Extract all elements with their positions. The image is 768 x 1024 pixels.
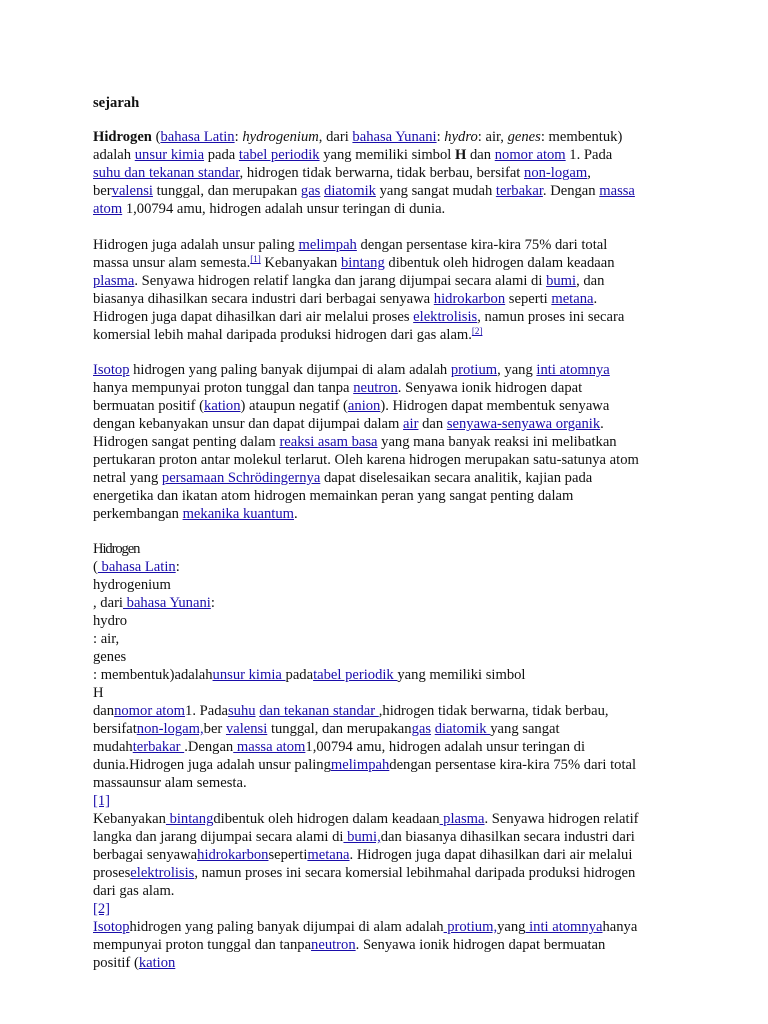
italic-text: hydro [444,129,478,145]
text-line [93,720,693,738]
wiki-link[interactable]: Isotop [93,919,130,935]
text-span: langka dan jarang dijumpai secara alami di [93,829,344,845]
text-span: , yang [497,362,537,378]
text-span: dibentuk oleh hidrogen dalam keadaan [384,255,615,271]
wiki-link[interactable]: anion [347,398,381,414]
text-line [93,433,693,451]
text-line [93,200,693,218]
text-span: dapat diselesaikan secara analitik, kajian pada [320,470,593,486]
text-span: , dari [93,595,123,611]
text-span: : membentuk) [540,129,623,145]
text-line [93,882,693,900]
text-span: yang sangat [490,721,560,737]
text-line [93,128,693,146]
text-line [93,272,693,290]
wiki-link[interactable]: unsur kimia [134,147,205,163]
text-line [93,308,693,326]
wiki-link[interactable]: tabel periodik [238,147,320,163]
wiki-link[interactable]: hidrokarbon [433,291,506,307]
text-span: massaunsur alam semesta. [93,775,247,791]
text-span: : [210,595,215,611]
text-span: yang sangat mudah [375,183,496,199]
wiki-link[interactable]: metana [551,291,594,307]
text-line [93,415,693,433]
text-span: , dari [318,129,353,145]
text-line [93,666,693,684]
text-span: . [294,506,298,522]
wiki-link[interactable]: suhu dan tekanan standar [93,165,240,181]
text-span: seperti [505,291,552,307]
text-line [93,487,693,505]
text-span: dari gas alam. [93,883,175,899]
text-line [93,397,693,415]
text-span: hydrogenium [93,577,171,593]
text-line [93,146,693,164]
paragraph-abundance [93,236,693,344]
text-line [93,469,693,487]
text-span: ( [93,559,98,575]
text-line [93,774,693,792]
wiki-link[interactable]: gas [300,183,321,199]
text-span: : air, [477,129,508,145]
wiki-link[interactable]: bahasa Yunani [352,129,437,145]
footnote-link[interactable]: [1] [250,254,261,264]
wiki-link[interactable]: hidrokarbon [197,847,269,863]
text-span: 1,00794 amu, hidrogen adalah unsur teringan di [305,739,586,755]
text-span: ) ataupun negatif ( [240,398,348,414]
text-span: : [175,559,180,575]
text-line [93,846,693,864]
text-span: , dan [576,273,605,289]
text-span: dibentuk oleh hidrogen dalam keadaan [213,811,440,827]
text-span: 1. Pada [185,703,228,719]
text-span: hydro [93,613,128,629]
text-span: hidrogen yang paling banyak dijumpai di alam adalah [129,362,451,378]
wiki-link[interactable]: massa atom [233,739,306,755]
text-span: Kebanyakan [93,811,166,827]
text-span: yang [497,919,526,935]
text-span: ber [93,183,112,199]
text-span: bermuatan positif ( [93,398,205,414]
text-span: . Senyawa hidrogen relatif [484,811,639,827]
text-span: H [93,685,104,701]
wiki-link[interactable]: inti atomnya [525,919,603,935]
text-span: dan biasanya dihasilkan secara industri dari [380,829,635,845]
text-line [93,792,693,810]
text-span: . Senyawa ionik hidrogen dapat bermuatan [355,937,606,953]
text-line [93,936,693,954]
text-line [93,828,693,846]
italic-text: hydrogenium [242,129,319,145]
wiki-link[interactable]: kation [138,955,176,971]
text-line [93,594,693,612]
text-line [93,164,693,182]
text-span: . [593,291,598,307]
text-line [93,756,693,774]
wiki-link[interactable]: non-logam [524,165,588,181]
text-span: , namun proses ini secara [477,309,625,325]
wiki-link[interactable]: tabel periodik [313,667,398,683]
wiki-link[interactable]: nomor atom [494,147,566,163]
text-line [93,576,693,594]
wiki-link[interactable]: persamaan Schrödingernya [161,470,321,486]
text-line [93,630,693,648]
wiki-link[interactable]: bumi [546,273,577,289]
text-span: ,hidrogen tidak berwarna, tidak berbau, [378,703,609,719]
text-line [93,326,693,344]
wiki-link[interactable]: neutron [311,937,356,953]
text-span: hanya [602,919,638,935]
text-span: seperti [268,847,308,863]
text-line [93,612,693,630]
text-span: dan [418,416,447,432]
text-line [93,954,693,972]
text-span: netral yang [93,470,162,486]
wiki-link[interactable]: gas [411,721,432,737]
text-span: . Dengan [542,183,600,199]
text-span: , namun proses ini secara komersial lebihmahal daripada produksi hidrogen [194,865,636,881]
text-span: mudah [93,739,133,755]
text-span: . Senyawa ionik hidrogen dapat [397,380,583,396]
wiki-link[interactable]: metana [307,847,350,863]
text-span: hanya mempunyai proton tunggal dan tanpa [93,380,354,396]
text-span: , [587,165,591,181]
text-span: positif ( [93,955,139,971]
text-line [93,505,693,523]
wiki-link[interactable]: diatomik [324,183,376,199]
text-span: dengan kebanyakan unsur dan dapat dijumpai dalam [93,416,404,432]
text-line [93,361,693,379]
text-span: .Dengan [184,739,234,755]
wiki-link[interactable]: protium [450,362,498,378]
wiki-link[interactable]: reaksi asam basa [279,434,378,450]
text-span: perkembangan [93,506,183,522]
wiki-link[interactable]: bintang [165,811,214,827]
wiki-link[interactable]: bumi, [343,829,381,845]
wiki-link[interactable]: melimpah [330,757,390,773]
wiki-link[interactable]: [1] [93,793,111,809]
wiki-link[interactable]: Isotop [93,362,130,378]
text-span: dengan persentase kira-kira 75% dari total [389,757,637,773]
text-line [93,738,693,756]
text-span: . Senyawa hidrogen relatif langka dan jarang dijumpai secara alami di [134,273,547,289]
text-line [93,558,693,576]
text-span: : air, [93,631,120,647]
text-line [93,810,693,828]
text-line [93,290,693,308]
wiki-link[interactable]: bahasa Latin [97,559,176,575]
repeated-text-block [93,540,693,972]
text-span: Hidrogen sangat penting dalam [93,434,280,450]
text-span: 1. Pada [565,147,613,163]
text-span: yang memiliki simbol [319,147,455,163]
wiki-link[interactable]: unsur kimia [212,667,286,683]
wiki-link[interactable]: air [403,416,419,432]
text-span: : [436,129,445,145]
text-span: hidrogen yang paling banyak dijumpai di alam adalah [129,919,444,935]
wiki-link[interactable]: elektrolisis [413,309,478,325]
text-line [93,182,693,200]
wiki-link[interactable]: non-logam, [136,721,204,737]
text-span: . [600,416,604,432]
text-line [93,451,693,469]
text-span: genes [93,649,127,665]
text-span: pada [204,147,239,163]
wiki-link[interactable]: plasma [439,811,485,827]
wiki-link[interactable]: valensi [111,183,153,199]
text-span: berbagai senyawa [93,847,198,863]
text-span: Kebanyakan [260,255,341,271]
wiki-link[interactable]: diatomik [434,721,491,737]
text-span: proses [93,865,131,881]
wiki-link[interactable]: senyawa-senyawa organik [446,416,601,432]
text-span: dunia.Hidrogen juga adalah unsur paling [93,757,331,773]
text-line [93,684,693,702]
heading-text: sejarah [93,95,140,111]
wiki-link[interactable]: massa [599,183,635,199]
wiki-link[interactable]: plasma [93,273,135,289]
text-span: ber [203,721,226,737]
text-span: Hidrogen juga dapat dihasilkan dari air melalui proses [93,309,414,325]
text-span: 1,00794 amu, hidrogen adalah unsur teringan di dunia. [122,201,446,217]
text-line [93,702,693,720]
text-span: dan [466,147,495,163]
text-span: ). Hidrogen dapat membentuk senyawa [380,398,610,414]
text-span: : [234,129,243,145]
italic-text: genes [507,129,541,145]
paragraph-isotope [93,361,693,523]
text-span: tunggal, dan merupakan [152,183,301,199]
text-span: komersial lebih mahal daripada produksi hidrogen dari gas alam. [93,327,472,343]
footnote-link[interactable]: [2] [471,326,483,336]
wiki-link[interactable]: valensi [225,721,268,737]
text-span: ( [151,129,161,145]
wiki-link[interactable]: mekanika kuantum [182,506,295,522]
text-line [93,648,693,666]
text-line [93,540,693,558]
text-line [93,900,693,918]
wiki-link[interactable]: terbakar [132,739,185,755]
text-span: energetika dan ikatan atom hidrogen memainkan peran yang sangat penting dalam [93,488,574,504]
text-span: yang mana banyak reaksi ini melibatkan [377,434,617,450]
text-span: . Hidrogen juga dapat dihasilkan dari air melalui [349,847,633,863]
text-line [93,864,693,882]
text-line [93,379,693,397]
text-span: mempunyai proton tunggal dan tanpa [93,937,312,953]
wiki-link[interactable]: dan tekanan standar [259,703,379,719]
paragraph-intro [93,128,693,218]
condensed-text: Hidrogen [93,541,140,557]
text-span: Hidrogen juga adalah unsur paling [93,237,299,253]
wiki-link[interactable]: elektrolisis [130,865,195,881]
section-heading [93,94,693,112]
bold-text: Hidrogen [93,129,152,145]
text-span: , hidrogen tidak berwarna, tidak berbau, bersifat [239,165,525,181]
text-line [93,254,693,272]
text-line [93,236,693,254]
wiki-link[interactable]: inti atomnya [536,362,610,378]
wiki-link[interactable]: suhu [227,703,256,719]
text-span: : membentuk)adalah [93,667,213,683]
wiki-link[interactable]: terbakar [495,183,543,199]
text-span: adalah [93,147,135,163]
wiki-link[interactable]: bahasa Latin [160,129,235,145]
text-span: pertukaran proton antar molekul terlarut. Oleh karena hidrogen merupakan satu-satunya atom [93,452,639,468]
wiki-link[interactable]: nomor atom [114,703,186,719]
text-span: yang memiliki simbol [397,667,526,683]
wiki-link[interactable]: protium, [443,919,498,935]
bold-text: H [454,147,467,163]
text-span: tunggal, dan merupakan [267,721,412,737]
wiki-link[interactable]: [2] [93,901,111,917]
wiki-link[interactable]: bintang [340,255,385,271]
text-span: bersifat [93,721,137,737]
text-span: massa unsur alam semesta. [93,255,251,271]
text-span: biasanya dihasilkan secara industri dari berbagai senyawa [93,291,434,307]
text-span: pada [285,667,314,683]
wiki-link[interactable]: melimpah [298,237,357,253]
wiki-link[interactable]: neutron [353,380,398,396]
text-span: dengan persentase kira-kira 75% dari total [356,237,608,253]
wiki-link[interactable]: kation [204,398,241,414]
wiki-link[interactable]: atom [93,201,123,217]
text-line [93,918,693,936]
text-span: dan [93,703,115,719]
wiki-link[interactable]: bahasa Yunani [123,595,211,611]
